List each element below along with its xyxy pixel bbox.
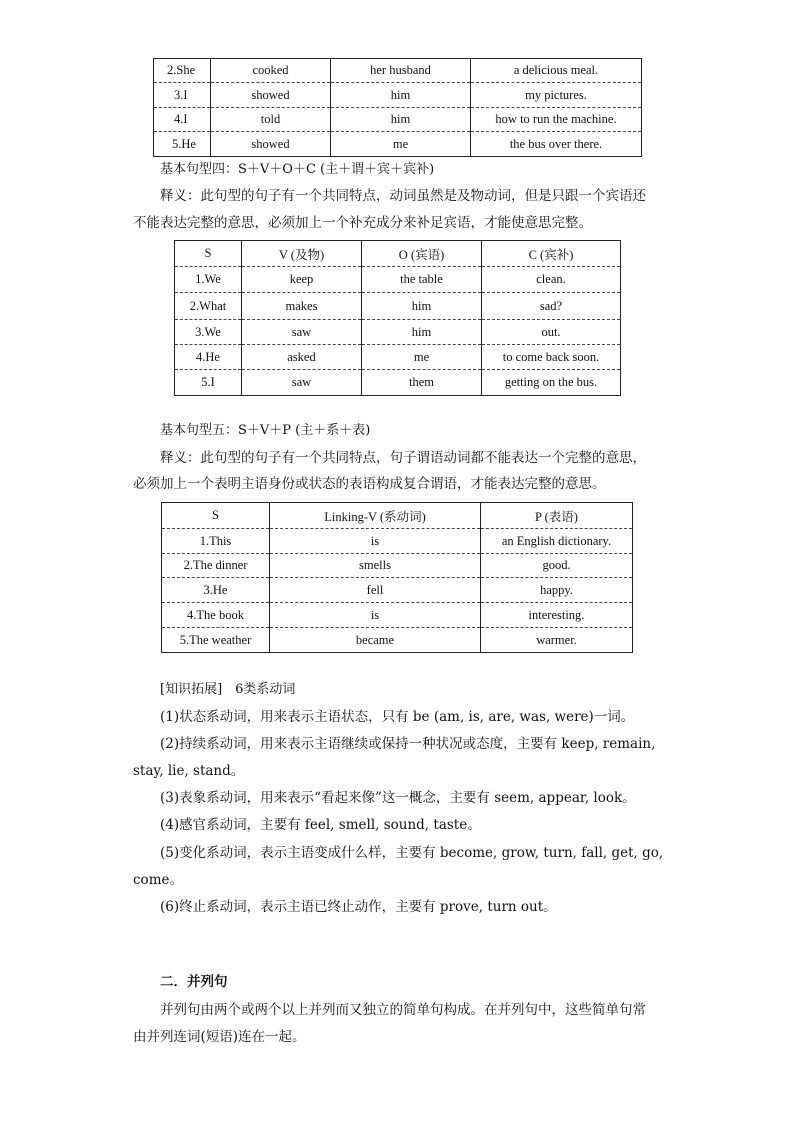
- table-cell: told: [211, 108, 331, 132]
- pattern-5-explanation-line-2: 必须加上一个表明主语身份或状态的表语构成复合谓语，才能表达完整的意思。: [133, 476, 606, 492]
- table-cell: him: [362, 320, 482, 345]
- header-cell: S: [175, 241, 242, 267]
- section-2-title: 二．并列句: [160, 974, 228, 990]
- table-cell: interesting.: [481, 603, 633, 628]
- knowledge-item-5-line-1: (5)变化系动词，表示主语变成什么样，主要有 become, grow, turn, fall, get, go,: [160, 845, 664, 861]
- table-cell: getting on the bus.: [482, 370, 621, 396]
- table-cell: 5.I: [175, 370, 242, 396]
- table-row: [162, 578, 633, 603]
- sentence-pattern-5-table: [161, 502, 633, 653]
- table-row: [175, 267, 621, 293]
- table-cell: keep: [242, 267, 362, 293]
- table-cell: 4.He: [175, 345, 242, 370]
- table-cell: showed: [211, 132, 331, 157]
- table-cell: 4.I: [154, 108, 211, 132]
- table-cell: 2.What: [175, 293, 242, 320]
- table-cell: 5.He: [154, 132, 211, 157]
- sentence-pattern-3-table: [153, 58, 642, 157]
- table-row: [175, 370, 621, 396]
- knowledge-item-2-line-1: (2)持续系动词，用来表示主语继续或保持一种状况或态度，主要有 keep, remain,: [160, 736, 656, 752]
- table-row: [154, 132, 642, 157]
- table-cell: smells: [270, 554, 481, 578]
- table-cell: is: [270, 529, 481, 554]
- knowledge-item-1: (1)状态系动词，用来表示主语状态，只有 be (am, is, are, was, were)一词。: [160, 709, 635, 725]
- table-row: [162, 554, 633, 578]
- table-cell: 3.I: [154, 83, 211, 108]
- header-cell: C (宾补): [482, 241, 621, 267]
- table-row: [154, 59, 642, 83]
- table-cell: 5.The weather: [162, 628, 270, 653]
- table-cell: cooked: [211, 59, 331, 83]
- table-cell: her husband: [331, 59, 471, 83]
- pattern-5-title: 基本句型五：S＋V＋P (主＋系＋表): [160, 423, 371, 438]
- table-cell: fell: [270, 578, 481, 603]
- table-cell: is: [270, 603, 481, 628]
- pattern-5-explanation-line-1: 释义：此句型的句子有一个共同特点，句子谓语动词都不能表达一个完整的意思，: [160, 450, 646, 466]
- table-cell: showed: [211, 83, 331, 108]
- knowledge-item-6: (6)终止系动词，表示主语已终止动作，主要有 prove, turn out。: [160, 899, 557, 915]
- table-row: [175, 320, 621, 345]
- table-cell: the table: [362, 267, 482, 293]
- table-row: [154, 108, 642, 132]
- table-cell: to come back soon.: [482, 345, 621, 370]
- header-cell: O (宾语): [362, 241, 482, 267]
- knowledge-item-4: (4)感官系动词，主要有 feel, smell, sound, taste。: [160, 817, 481, 833]
- pattern-4-title: 基本句型四：S＋V＋O＋C (主＋谓＋宾＋宾补): [160, 162, 435, 177]
- table-cell: how to run the machine.: [471, 108, 642, 132]
- table-row: [162, 628, 633, 653]
- table-row: [162, 529, 633, 554]
- table-cell: the bus over there.: [471, 132, 642, 157]
- table-cell: 2.She: [154, 59, 211, 83]
- table-cell: happy.: [481, 578, 633, 603]
- knowledge-item-3: (3)表象系动词，用来表示“看起来像”这一概念，主要有 seem, appear, look。: [160, 790, 636, 806]
- table-cell: 3.He: [162, 578, 270, 603]
- table-cell: him: [331, 83, 471, 108]
- table-cell: me: [362, 345, 482, 370]
- table-cell: a delicious meal.: [471, 59, 642, 83]
- section-2-paragraph-line-1: 并列句由两个或两个以上并列而又独立的简单句构成。在并列句中，这些简单句常: [160, 1002, 646, 1018]
- header-cell: S: [162, 503, 270, 529]
- table-cell: warmer.: [481, 628, 633, 653]
- table-row: [154, 83, 642, 108]
- header-cell: P (表语): [481, 503, 633, 529]
- table-cell: clean.: [482, 267, 621, 293]
- sentence-pattern-4-table: [174, 240, 621, 396]
- pattern-4-explanation-line-2: 不能表达完整的意思，必须加上一个补充成分来补足宾语，才能使意思完整。: [133, 215, 592, 231]
- header-cell: V (及物): [242, 241, 362, 267]
- table-cell: sad?: [482, 293, 621, 320]
- table-cell: asked: [242, 345, 362, 370]
- section-2-paragraph-line-2: 由并列连词(短语)连在一起。: [133, 1029, 306, 1045]
- table-cell: 3.We: [175, 320, 242, 345]
- table-cell: 1.This: [162, 529, 270, 554]
- table-cell: 4.The book: [162, 603, 270, 628]
- table-cell: an English dictionary.: [481, 529, 633, 554]
- knowledge-heading: [知识拓展] 6类系动词: [160, 682, 296, 697]
- pattern-4-explanation-line-1: 释义：此句型的句子有一个共同特点，动词虽然是及物动词，但是只跟一个宾语还: [160, 188, 646, 204]
- table-row: [175, 345, 621, 370]
- table-cell: my pictures.: [471, 83, 642, 108]
- table-row: [175, 293, 621, 320]
- knowledge-item-5-line-2: come。: [133, 872, 183, 888]
- table-cell: 1.We: [175, 267, 242, 293]
- table-cell: makes: [242, 293, 362, 320]
- table-header-row: [162, 503, 633, 529]
- header-cell: Linking-V (系动词): [270, 503, 481, 529]
- table-header-row: [175, 241, 621, 267]
- table-row: [162, 603, 633, 628]
- table-cell: 2.The dinner: [162, 554, 270, 578]
- table-cell: them: [362, 370, 482, 396]
- table-cell: saw: [242, 320, 362, 345]
- table-cell: good.: [481, 554, 633, 578]
- table-cell: him: [331, 108, 471, 132]
- table-cell: became: [270, 628, 481, 653]
- table-cell: him: [362, 293, 482, 320]
- table-cell: me: [331, 132, 471, 157]
- knowledge-item-2-line-2: stay, lie, stand。: [133, 763, 245, 779]
- table-cell: saw: [242, 370, 362, 396]
- table-cell: out.: [482, 320, 621, 345]
